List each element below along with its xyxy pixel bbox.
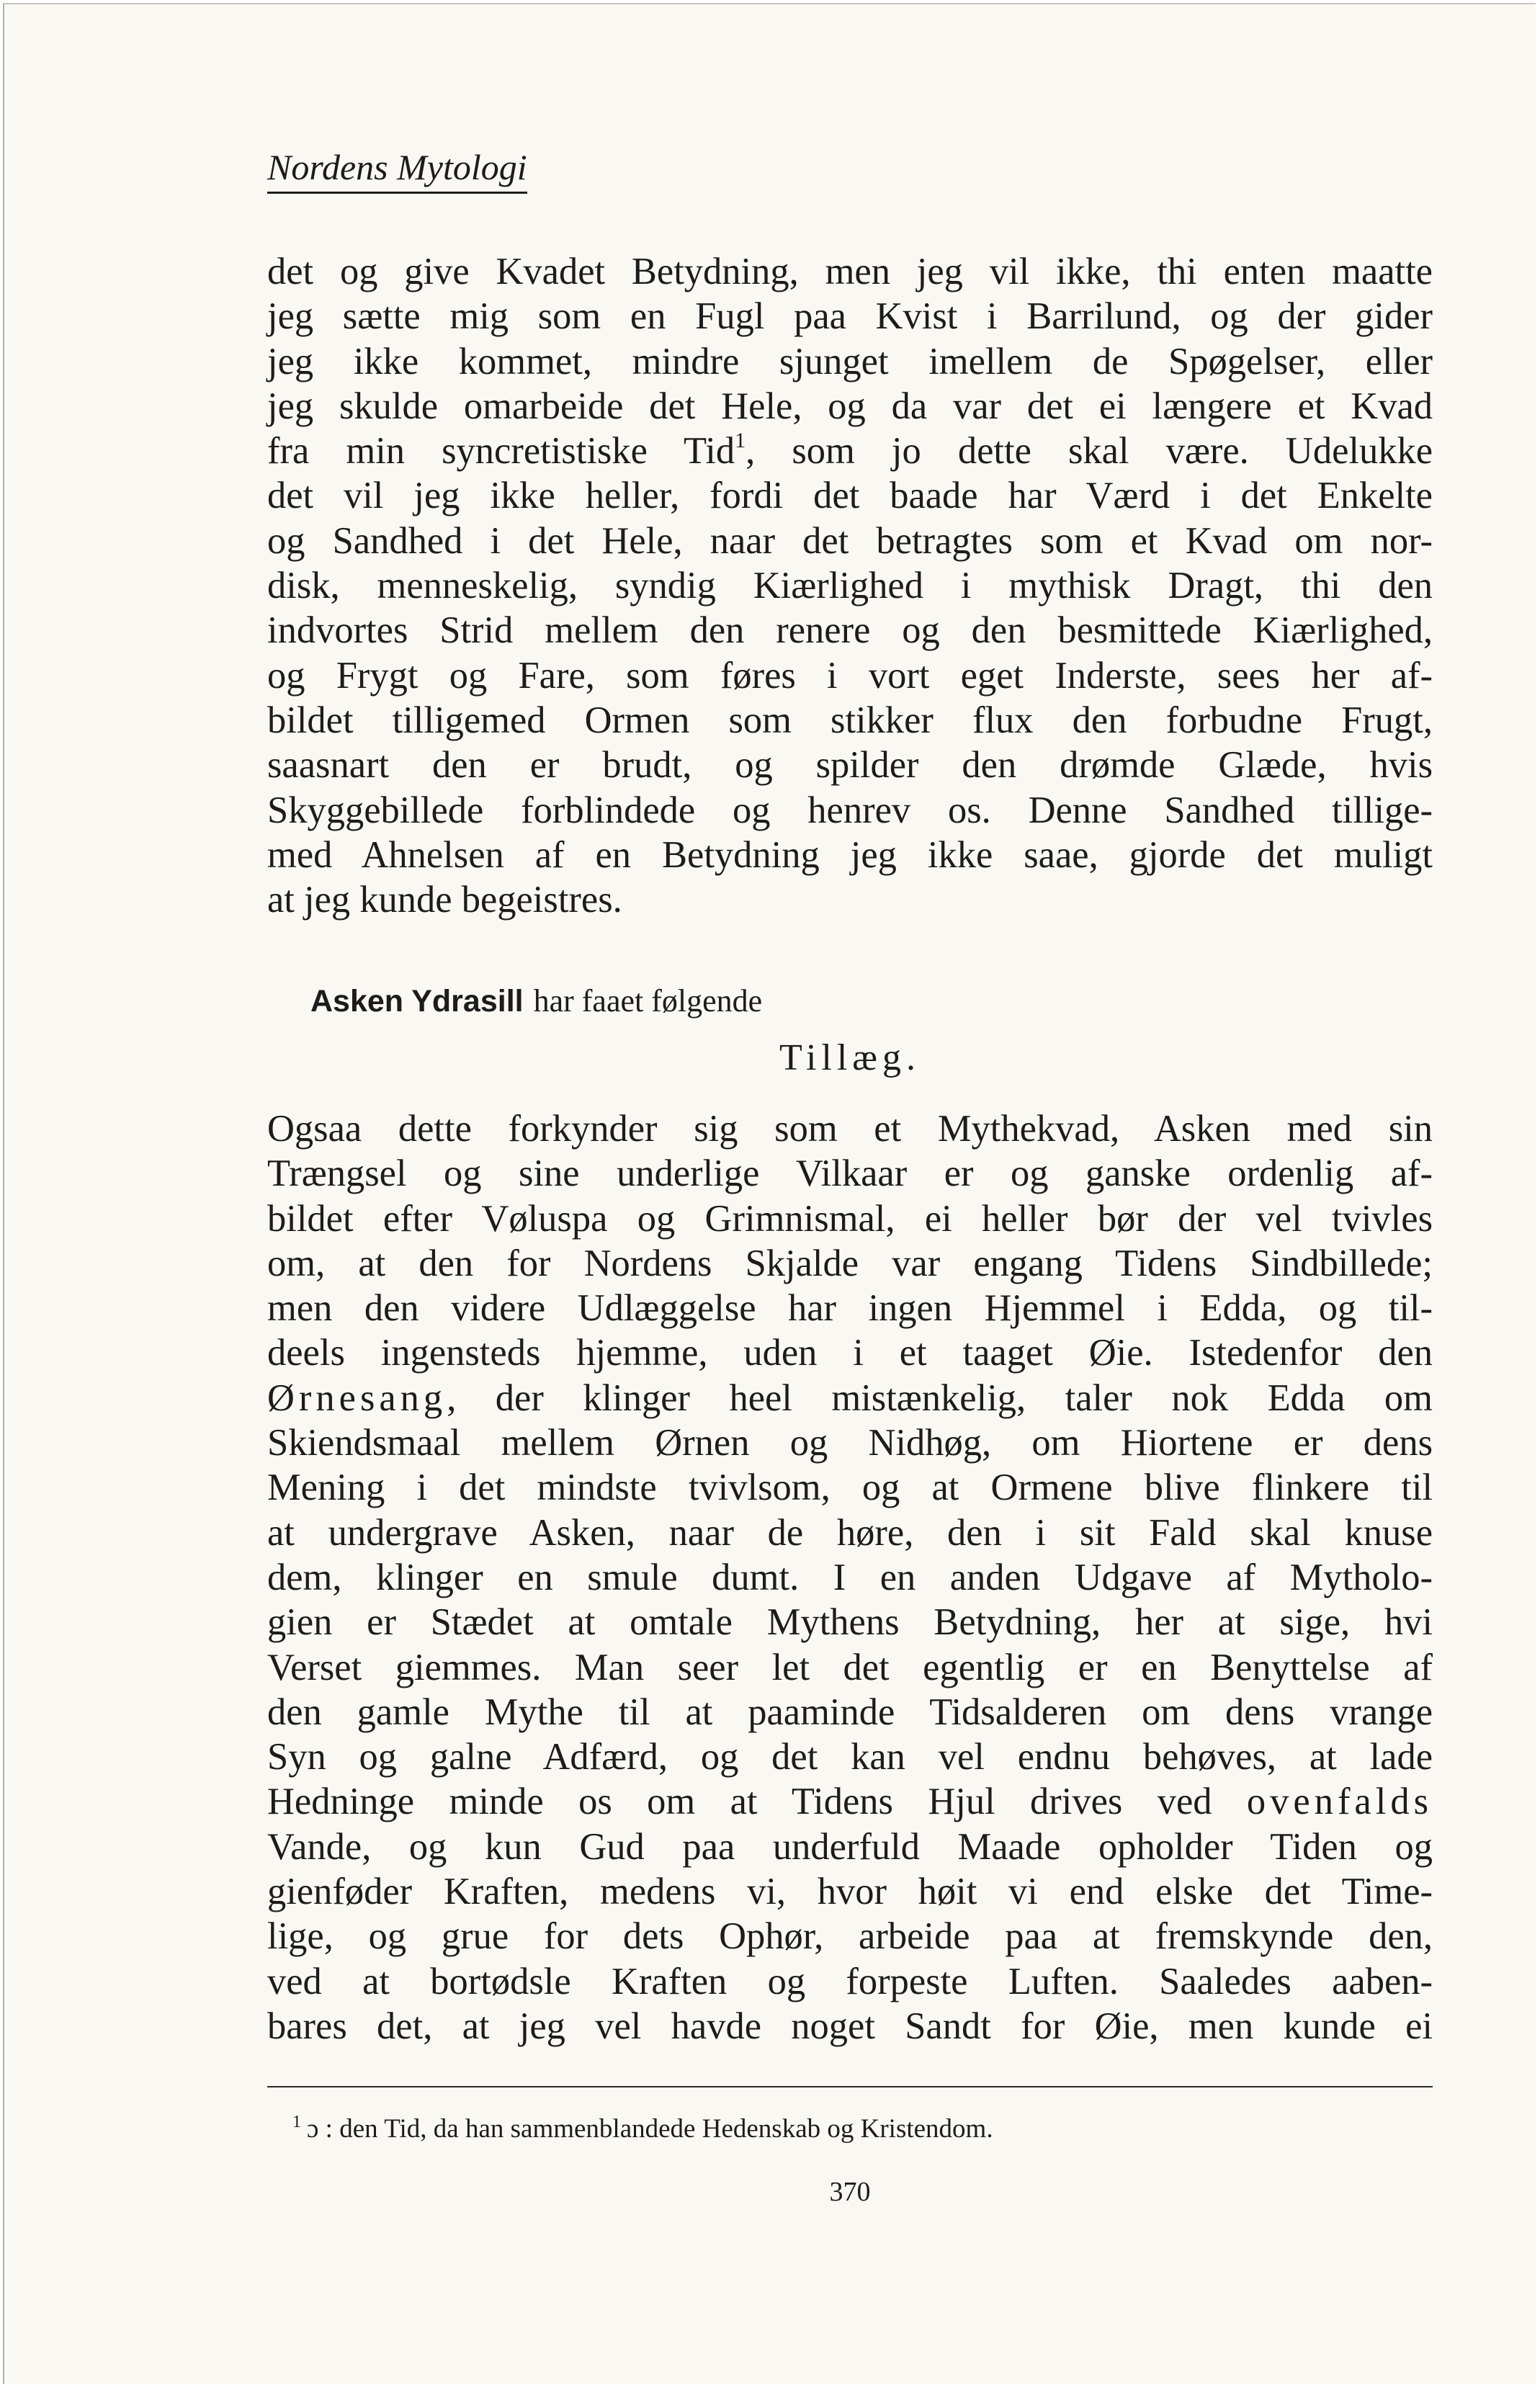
page-number: 370 — [829, 2177, 871, 2207]
footnote-divider — [267, 2086, 1433, 2087]
text-line: jeg sætte mig som en Fugl paa Kvist i Barrilund, og der gider — [267, 295, 1433, 338]
text-segment: , der klinger heel mistænkelig, taler nok Edda om — [447, 1377, 1433, 1419]
book-page — [3, 3, 1536, 2384]
text-line: og Sandhed i det Hele, naar det betragtes som et Kvad om nor- — [267, 519, 1433, 562]
text-line: det og give Kvadet Betydning, men jeg vil ikke, thi enten maatte — [267, 251, 1433, 292]
text-line: om, at den for Nordens Skjalde var engang Tidens Sindbillede; — [267, 1242, 1433, 1284]
text-line: jeg skulde omarbeide det Hele, og da var det ei længere et Kvad — [267, 385, 1433, 427]
text-segment: Hedninge minde os om at Tidens Hjul drives ved — [267, 1781, 1212, 1823]
section-title-bold: Asken Ydrasill — [310, 984, 524, 1019]
text-line: deels ingensteds hjemme, uden i et taaget Øie. Istedenfor den — [267, 1332, 1433, 1374]
paragraph-1 — [267, 249, 1433, 922]
text-line: at jeg kunde begeistres. — [267, 879, 622, 921]
footnote — [292, 2111, 993, 2147]
text-line: Syn og galne Adfærd, og det kan vel endnu behøves, at lade — [267, 1736, 1433, 1778]
text-line: bares det, at jeg vel havde noget Sandt for Øie, men kunde ei — [267, 2005, 1433, 2047]
text-line — [267, 1376, 1433, 1420]
section-subheading — [310, 980, 762, 1023]
section-heading: Tillæg. — [779, 1037, 921, 1078]
text-line: disk, menneskelig, syndig Kiærlighed i mythisk Dragt, thi den — [267, 565, 1433, 607]
text-segment: , som jo dette skal være. Udelukke — [746, 430, 1433, 473]
text-segment: fra min syncretistiske Tid — [267, 430, 735, 473]
text-line: at undergrave Asken, naar de høre, den i sit Fald skal knuse — [267, 1511, 1433, 1554]
text-line — [267, 1779, 1433, 1824]
text-line: ved at bortødsle Kraften og forpeste Luften. Saaledes aaben- — [267, 1960, 1433, 2002]
spaced-word: Ørnesang — [267, 1377, 447, 1419]
text-line — [267, 429, 1433, 473]
section-title-rest: har faaet følgende — [533, 983, 763, 1019]
text-line: Mening i det mindste tvivlsom, og at Ormene blive flinkere til — [267, 1467, 1433, 1509]
text-line: med Ahnelsen af en Betydning jeg ikke saae, gjorde det muligt — [267, 833, 1433, 876]
text-line: bildet tilligemed Ormen som stikker flux den forbudne Frugt, — [267, 699, 1433, 741]
text-line: lige, og grue for dets Ophør, arbeide paa at fremskynde den, — [267, 1915, 1433, 1958]
text-line: Skyggebillede forblindede og henrev os. Denne Sandhed tillige- — [267, 789, 1433, 831]
text-line: Trængsel og sine underlige Vilkaar er og ganske ordenlig af- — [267, 1153, 1433, 1195]
text-line: og Frygt og Fare, som føres i vort eget Inderste, sees her af- — [267, 654, 1433, 697]
paragraph-2 — [267, 1106, 1433, 2049]
text-line: det vil jeg ikke heller, fordi det baade har Værd i det Enkelte — [267, 475, 1433, 517]
text-line: gienføder Kraften, medens vi, hvor høit vi end elske det Time- — [267, 1871, 1433, 1913]
text-line: Ogsaa dette forkynder sig som et Mythekvad, Asken med sin — [267, 1108, 1433, 1150]
running-header: Nordens Mytologi — [267, 146, 527, 194]
text-line: Skiendsmaal mellem Ørnen og Nidhøg, om Hiortene er dens — [267, 1422, 1433, 1464]
text-line: dem, klinger en smule dumt. I en anden Udgave af Mytholo- — [267, 1556, 1433, 1598]
text-line: indvortes Strid mellem den renere og den besmittede Kiærlighed, — [267, 609, 1433, 652]
text-line: men den videre Udlæggelse har ingen Hjemmel i Edda, og til- — [267, 1287, 1433, 1330]
footnote-text: ɔ : den Tid, da han sammenblandede Hedenskab og Kristendom. — [307, 2114, 993, 2144]
text-line: jeg ikke kommet, mindre sjunget imellem de Spøgelser, eller — [267, 340, 1433, 382]
text-line: saasnart den er brudt, og spilder den drømde Glæde, hvis — [267, 744, 1433, 787]
footnote-reference: 1 — [735, 429, 746, 453]
text-line: gien er Stædet at omtale Mythens Betydning, her at sige, hvi — [267, 1601, 1433, 1644]
footnote-mark: 1 — [292, 2113, 301, 2131]
text-line: Vande, og kun Gud paa underfuld Maade opholder Tiden og — [267, 1825, 1433, 1868]
spaced-word: ovenfalds — [1246, 1781, 1433, 1823]
text-line: den gamle Mythe til at paaminde Tidsalderen om dens vrange — [267, 1691, 1433, 1733]
text-line: bildet efter Vøluspa og Grimnismal, ei heller bør der vel tvivles — [267, 1197, 1433, 1240]
text-line: Verset giemmes. Man seer let det egentlig er en Benyttelse af — [267, 1646, 1433, 1688]
